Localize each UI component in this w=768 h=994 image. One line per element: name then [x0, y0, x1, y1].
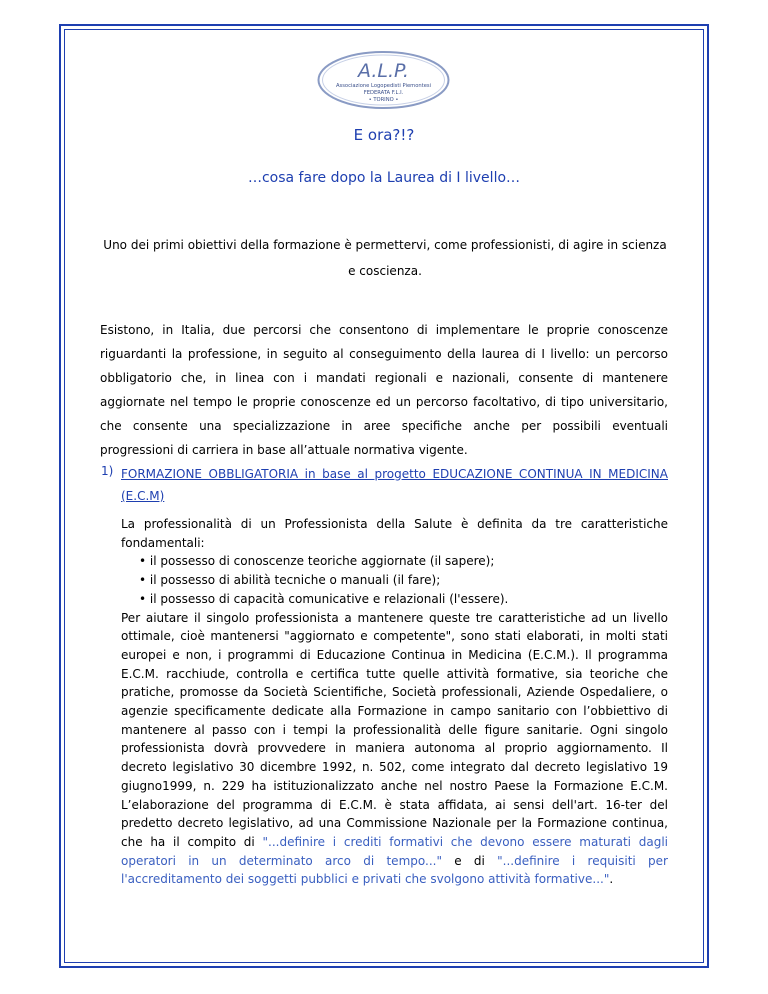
logo-line1: Associazione Logopedisti Piemontesi — [335, 83, 432, 89]
bullet-fare: • il possesso di abilità tecniche o manuali (il fare); — [139, 573, 441, 588]
logo-line2: FEDERATA F.L.I. — [363, 90, 404, 96]
quote-requisiti: "...definire i requisiti per l'accreditamento dei soggetti pubblici e privati che svolgono attività formative..." — [121, 853, 668, 887]
section-number: 1) — [101, 464, 114, 478]
paths-paragraph: Esistono, in Italia, due percorsi che consentono di implementare le proprie conoscenze riguardanti la professione, in seguito al conseguimento della laurea di I livello: un percorso obbligatorio che, in linea con i mandati regionali e nazionali, consente di mantenere aggiornate nel tempo le proprie conoscenze ed un percorso facoltativo, di tipo universitario, che consente una specializzazione in aree specifiche anche per possibili eventuali progressioni di carriera in base all’attuale normativa vigente. — [100, 323, 668, 457]
ecm-paragraph — [121, 609, 668, 890]
logo-mark: A.L.P. — [358, 60, 409, 82]
intro-paragraph: Uno dei primi obiettivi della formazione è permettervi, come professionisti, di agire in scienza e coscienza. — [103, 238, 667, 278]
page-title: E ora?!? — [353, 126, 415, 144]
paragraph-end: . — [609, 872, 614, 887]
page-subtitle: …cosa fare dopo la Laurea di I livello… — [247, 170, 521, 186]
bullet-essere: • il possesso di capacità comunicative e relazionali (l'essere). — [139, 591, 509, 606]
section-heading: FORMAZIONE OBBLIGATORIA in base al progetto EDUCAZIONE CONTINUA IN MEDICINA (E.C.M) — [121, 467, 668, 503]
section-lead: La professionalità di un Professionista della Salute è definita da tre caratteristiche fondamentali: — [121, 517, 668, 550]
quote-connector: e di — [454, 853, 485, 868]
section-body — [121, 515, 668, 889]
quote-crediti: "...definire i crediti formativi che devono essere maturati dagli operatori in un determinato arco di tempo..." — [121, 834, 668, 868]
bullet-sapere: • il possesso di conoscenze teoriche aggiornate (il sapere); — [139, 554, 495, 569]
ecm-body-text: Per aiutare il singolo professionista a mantenere queste tre caratteristiche ad un livello ottimale, cioè mantenersi "aggiornato e competente", sono stati elaborati, in molti stati europei e non, i programmi di Educazione Continua in Medicina (E.C.M.). Il programma E.C.M. racchiude, controlla e certifica tutte quelle attività formative, sia teoriche che pratiche, promosse da Società Scientifiche, Società professionali, Aziende Ospedaliere, o agenzie specificamente dedicate alla Formazione in campo sanitario con l’obbiettivo di mantenere al passo con i tempi la professionalità delle figure sanitarie. Ogni singolo professionista dovrà provvedere in maniera autonoma al proprio aggiornamento. Il decreto legislativo 30 dicembre 1992, n. 502, come integrato dal decreto legislativo 19 giugno1999, n. 229 ha istituzionalizzato anche nel nostro Paese la Formazione E.C.M. L’elaborazione del programma di E.C.M. è stata affidata, ai sensi dell'art. 16-ter del predetto decreto legislativo, ad una Commissione Nazionale per la Formazione continua, che ha il compito di — [121, 610, 668, 849]
logo-line3: • TORINO • — [368, 97, 399, 103]
alp-logo — [316, 50, 451, 110]
